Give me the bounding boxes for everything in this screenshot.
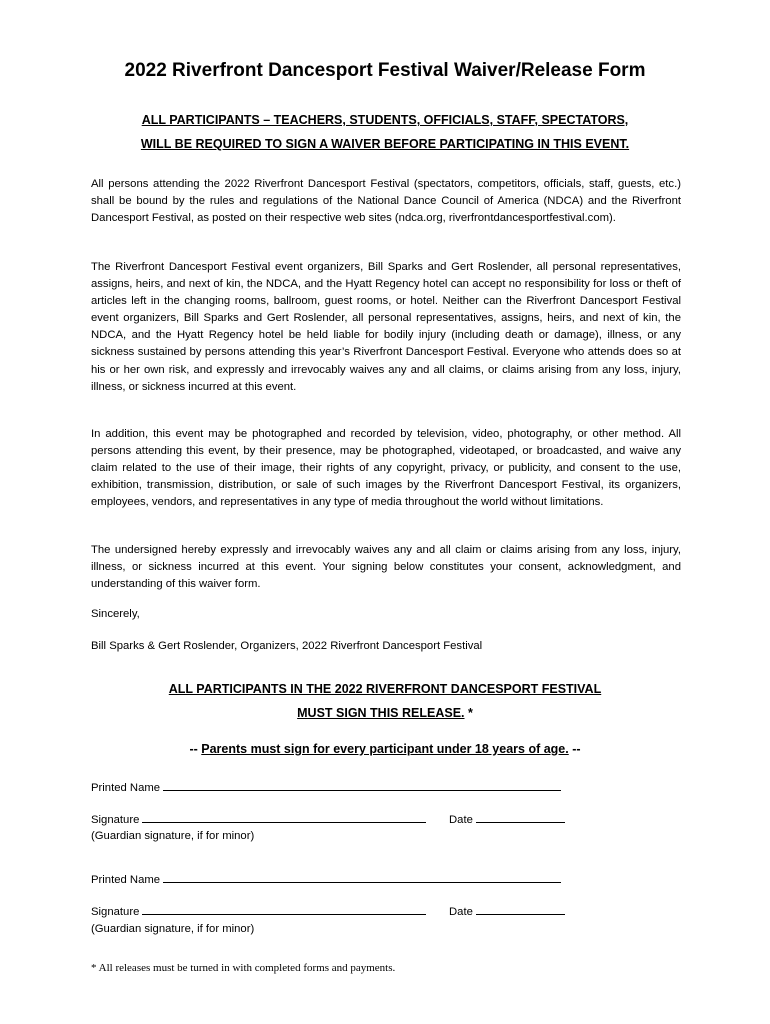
signoff: Bill Sparks & Gert Roslender, Organizers, 2022 Riverfront Dancesport Festival [91,640,483,652]
parents-suffix: -- [568,742,581,756]
date-line-1[interactable] [476,821,565,823]
parents-notice [0,742,770,756]
signature-field-2[interactable] [91,906,426,918]
guardian-note-1: (Guardian signature, if for minor) [91,830,255,842]
printed-name-line-2[interactable] [163,881,561,883]
banner-line-2: WILL BE REQUIRED TO SIGN A WAIVER BEFORE PARTICIPATING IN THIS EVENT. [140,137,630,151]
printed-name-field-1[interactable] [91,782,561,794]
printed-name-label: Printed Name [91,874,161,886]
banner-line-1: ALL PARTICIPANTS – TEACHERS, STUDENTS, OFFICIALS, STAFF, SPECTATORS, [141,113,629,127]
paragraph-liability: The Riverfront Dancesport Festival event organizers, Bill Sparks and Gert Roslender, all personal representatives, assigns, heirs, and next of kin, the NDCA, and the Hyatt Regency hotel can accept no responsibility for loss or theft of articles left in the changing rooms, ballroom, guest rooms, or hotel. Neither can the Riverfront Dancesport Festival event organizers, Bill Sparks and Gert Roslender, all personal representatives, assigns, heirs, and next of kin, the NDCA, and the Hyatt Regency hotel be held liable for bodily injury (including death or damage), illness, or any sickness sustained by persons attending this year’s Riverfront Dancesport Festival. Everyone who attends does so at his or her own risk, and expressly and irrevocably waives any and all claims, or claims arising from any loss, injury, illness, or sickness incurred at this event. [91,261,681,393]
release-heading-2-text: MUST SIGN THIS RELEASE. [297,706,465,720]
release-heading-1 [0,682,770,696]
printed-name-label: Printed Name [91,782,161,794]
signature-label: Signature [91,814,140,826]
paragraph-rules: All persons attending the 2022 Riverfront Dancesport Festival (spectators, competitors, officials, staff, guests, etc.) shall be bound by the rules and regulations of the National Dance Council of America (NDCA) and the Riverfront Dancesport Festival, as posted on their respective web sites (ndca.org, riverfrontdancesportfestival.com). [91,178,681,225]
guardian-note-2: (Guardian signature, if for minor) [91,923,255,935]
footnote: * All releases must be turned in with completed forms and payments. [91,962,396,974]
form-title: 2022 Riverfront Dancesport Festival Waiver/Release Form [124,60,646,81]
signature-line-1[interactable] [142,821,426,823]
printed-name-field-2[interactable] [91,874,561,886]
release-heading-2 [0,706,770,720]
date-field-1[interactable] [449,814,565,826]
closing: Sincerely, [91,608,140,620]
signature-label: Signature [91,906,140,918]
date-field-2[interactable] [449,906,565,918]
date-label: Date [449,814,473,826]
parents-prefix: -- [189,742,202,756]
signature-field-1[interactable] [91,814,426,826]
signature-line-2[interactable] [142,913,426,915]
printed-name-line-1[interactable] [163,789,561,791]
parents-text: Parents must sign for every participant under 18 years of age. [201,742,569,756]
paragraph-consent: The undersigned hereby expressly and irrevocably waives any and all claim or claims arising from any loss, injury, illness, or sickness incurred at this event. Your signing below constitutes your consent, acknowledgment, and understanding of this waiver form. [91,544,681,591]
release-heading-1-text: ALL PARTICIPANTS IN THE 2022 RIVERFRONT DANCESPORT FESTIVAL [168,682,602,696]
date-line-2[interactable] [476,913,565,915]
date-label: Date [449,906,473,918]
paragraph-media: In addition, this event may be photographed and recorded by television, video, photography, or other method. All persons attending this event, by their presence, may be photographed, videotaped, or broadcasted, and waive any claim related to the use of their image, their rights of any copyright, privacy, or publicity, and consent to the use, exhibition, transmission, distribution, or sale of such images by the Riverfront Dancesport Festival, its organizers, employees, vendors, and representatives in any type of media throughout the world without limitations. [91,428,681,509]
release-star: * [464,706,473,720]
